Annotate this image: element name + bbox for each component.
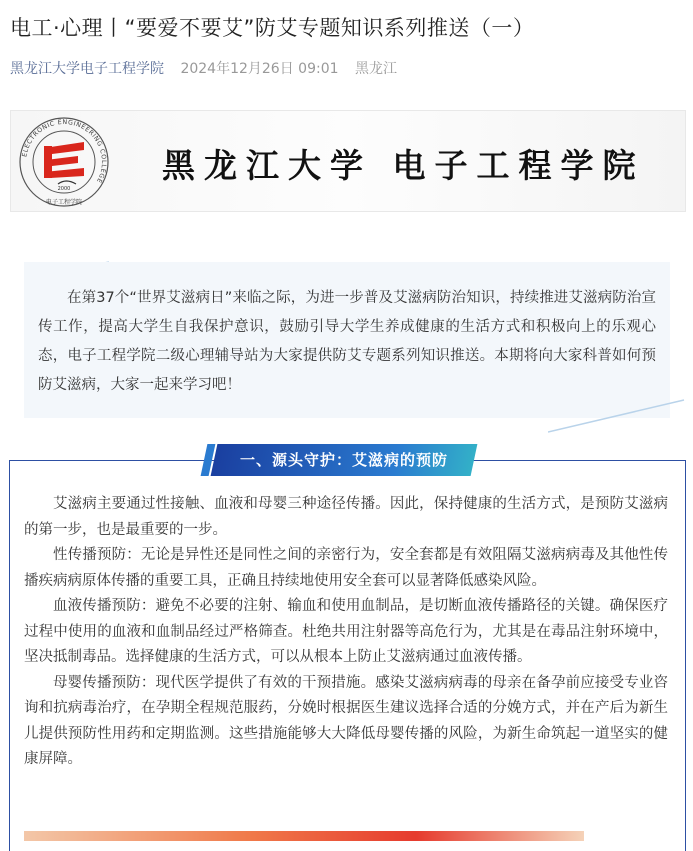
college-logo-icon xyxy=(18,116,110,208)
article-title: 电工·心理丨“要爱不要艾”防艾专题知识系列推送（一） xyxy=(10,16,535,40)
logo-year: 2000 xyxy=(57,186,71,192)
logo-cn-text: 电子工程学院 xyxy=(45,199,83,206)
paragraph-blood-transmission: 血液传播预防：避免不必要的注射、输血和使用血制品，是切断血液传播路径的关键。确保医疗过程中使用的血液和血制品经过严格筛查。杜绝共用注射器等高危行为，尤其是在毒品注射环境中，坚决抵制毒品。选择健康的生活方式，可以从根本上防止艾滋病通过血液传播。 xyxy=(24,598,668,665)
intro-box xyxy=(24,262,670,418)
section-heading-banner xyxy=(204,444,484,476)
author-link[interactable]: 黑龙江大学电子工程学院 xyxy=(10,61,164,77)
publish-date: 2024年12月26日 09:01 xyxy=(180,61,339,77)
paragraph-mother-infant: 母婴传播预防：现代医学提供了有效的干预措施。感染艾滋病病毒的母亲在备孕前应接受专业咨询和抗病毒治疗，在孕期全程规范服药，分娩时根据医生建议选择合适的分娩方式，并在产后为新生儿提供预防性用药和定期监测。这些措施能够大大降低母婴传播的风险，为新生命筑起一道坚实的健康屏障。 xyxy=(24,674,668,767)
article-meta xyxy=(10,58,409,80)
intro-text: 在第37个“世界艾滋病日”来临之际，为进一步普及艾滋病防治知识，持续推进艾滋病防治宣传工作，提高大学生自我保护意识，鼓励引导大学生养成健康的生活方式和积极向上的乐观心态，电子工程学院二级心理辅导站为大家提供防艾专题系列知识推送。本期将向大家科普如何预防艾滋病，大家一起来学习吧！ xyxy=(38,290,656,393)
paragraph-sexual-transmission: 性传播预防：无论是异性还是同性之间的亲密行为，安全套都是有效阻隔艾滋病病毒及其他性传播疾病病原体传播的重要工具，正确且持续地使用安全套可以显著降低感染风险。 xyxy=(24,547,668,589)
next-image-preview xyxy=(24,831,584,841)
section-body xyxy=(24,492,668,773)
decorative-line-bottom xyxy=(548,398,688,438)
publish-location: 黑龙江 xyxy=(354,61,397,77)
logo-ring-text: ELECTRONIC ENGINEERING COLLEGE xyxy=(21,118,108,185)
banner-title: 黑龙江大学 电子工程学院 xyxy=(162,146,645,185)
college-banner xyxy=(10,110,686,212)
section-heading: 一、源头守护：艾滋病的预防 xyxy=(239,451,448,469)
paragraph-overview: 艾滋病主要通过性接触、血液和母婴三种途径传播。因此，保持健康的生活方式，是预防艾滋病的第一步，也是最重要的一步。 xyxy=(24,496,668,538)
